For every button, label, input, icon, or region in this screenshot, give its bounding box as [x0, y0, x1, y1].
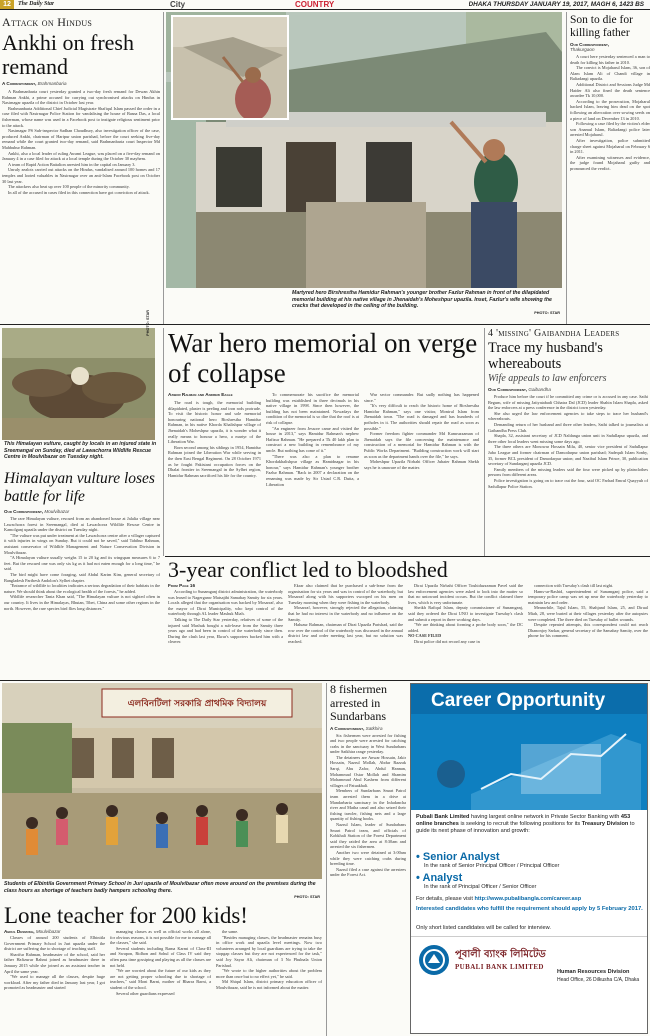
ankhi-kicker: Attack on Hindus: [2, 15, 93, 29]
byline-place: Satkhira: [365, 725, 383, 731]
paragraph: The three others are Monowar Hossain Milu, 40, senior vice president of Sadullapur Jubo League and former chairman of Damodarpur union parishad; Sadeqult Islam Sonby, 35, former BCL president of Damodarpur union; and Nazibul Islam Prince, 30, publication secretary of Sundarganj upazila JCD.: [488, 444, 648, 467]
paragraph: Police investigation is going on to trace out the four, said OC Farhad Emrul Quayyuh of Sadullapur Police Station.: [488, 477, 648, 489]
vulture-article: [4, 470, 160, 678]
paragraph: Brahmanbaria Additional Chief Judicial Magistrate Shafiqul Islam passed the order in a case filed with Nasirnagar Police Station for vandalising the house of Basna Das, a local fisherman, whose name was used in a Facebook post to instigate religious sentiment prior to the attack.: [2, 105, 160, 128]
hr-division: Human Resources Division: [557, 969, 630, 975]
paragraph: Ekrar also claimed that he purchased a sub-lease from the organisation for six years and was in control of the waterbody, but Mosarraf along with his supporters swooped on his men on Tuesday morning when they were fishing in the waterbody.: [288, 583, 403, 605]
warhero-headline: War hero memorial on verge of collapse: [168, 328, 478, 388]
paragraph: Following a case filed by the victim's elder son Anamul Islam, Baliadangi police later arrested Mojaharul.: [570, 121, 650, 138]
memorial-photo-credit: PHOTO: STAR: [534, 311, 560, 315]
paragraph: Shapla, 32, assistant secretary of JCD Naldanga union unit in Sadullapur upazila, and three other local leaders went missing some days ago.: [488, 433, 648, 444]
masthead: [0, 0, 650, 9]
gaibandha-headline: Trace my husband's whereabouts: [488, 340, 603, 372]
paragraph: Several other guardians expressed: [116, 990, 175, 996]
byline-place: Moulvibazar: [35, 929, 61, 934]
hr-address: Head Office, 26 Dilkusha C/A, Dhaka: [557, 977, 640, 983]
paragraph: Nazrul filed a case against the arrestees under the Forest Act.: [330, 866, 406, 878]
byline-label: A Correspondent,: [330, 725, 365, 731]
inset-image: [173, 17, 287, 118]
ankhi-headline: Ankhi on fresh remand: [2, 30, 134, 79]
paragraph: Hams-ur-Rashid, superintendent of Sunamganj police, said a temporary police camp was set up near the waterbody yesterday to maintain law and order.: [528, 588, 648, 605]
paragraph: "We used to manage all the classes, despite huge workload. After my father died in January last year, I got promoted as headmaster and started: [4, 974, 105, 991]
teacher-byline: [4, 929, 61, 934]
paragraph: Six fishermen were arrested for fishing and two people were arrested for catching crabs in the sanctuary in West Sundarbans under Satkhira range yesterday.: [330, 732, 406, 755]
gaibandha-kicker: 4 'missing' Gaibandha Leaders: [488, 328, 620, 339]
paragraph: "Besides managing classes, the headmaster remains busy in office work and upazila level meetings. Now two volunteers arranged by local guardians are trying to take the stopgap classes but they are not experienced for the task," said Joy Sayar Ali, chairman of 3 No Phulnala Union Parishad.: [216, 934, 322, 968]
fishermen-article: [330, 683, 406, 1036]
paragraph: War sector commander. But sadly nothing has happened since.": [364, 392, 479, 403]
byline-place: Gaibandha: [528, 387, 551, 392]
paragraph: The detainees are Anwar Hossain, Jakir Hossain, Nazrul Mollah, Abdur Razzak Sarqi, Abu Zafor, Abdul Hannan, Mohammad Ostar Mollah and Shamim Mohammad Abul Kashem from different villages of Patuakhali.: [330, 754, 406, 788]
teacher-col2: [110, 929, 211, 1035]
ad-branches: 453 online branches: [416, 814, 631, 828]
school-photo: [2, 683, 322, 879]
gaibandha-byline: [488, 387, 648, 392]
byline-label: A Correspondent,: [2, 81, 37, 86]
paper-name: The Daily Star: [18, 1, 55, 7]
conflict-byline: From Page 16: [168, 583, 196, 588]
position-title: • Analyst: [416, 872, 463, 884]
paragraph: "We wrote to the higher authorities about the problem more than once but to no effect yet," he said.: [216, 968, 322, 979]
vulture-photo: [2, 328, 155, 440]
paragraph: Ankhi, also a local leader of ruling Awami League, was placed on a five-day remand on January 4 in a case filed for attack at a local temple during the October 30 mayhem.: [2, 150, 160, 162]
issue-date: DHAKA THURSDAY JANUARY 19, 2017, MAGH 6, 1423 BS: [468, 1, 644, 8]
memorial-caption: Martyred hero Birshrestha Hamidur Rahman's younger brother Fazlur Rahman in front of the dilapidated memorial building at his native village in Jhenaidah's Moheshpur upazila. Inset, Fazlur's wife showing the cracks that developed in the ceiling of the building.: [292, 290, 552, 310]
paragraph: Produce him before the court if he committed any crime or is accused in any case. Sathi Begum, wife of missing Jatiyatabadi Chhatra Dal (JCD) leader Shahin Islam Shapla, asked the law enforcers at a press conference in the district town yesterday.: [488, 394, 648, 411]
paragraph: A team of Rapid Action Battalion arrested him in the capital on January 3.: [8, 161, 136, 167]
paragraph: Unruly zealots carried out attacks on the Hindus, vandalised around 100 homes and 17 temples and looted valuables in Nasirnagar over an anti-Islam Facebook post on October 30 last year.: [2, 167, 160, 184]
byline-label: Our Correspondent,: [570, 42, 610, 47]
position-rank: In the rank of Senior Principal Officer / Principal Officer: [424, 863, 560, 869]
paragraph: Family members of the missing leaders said the four were picked up by plainclothes persons from different areas.: [488, 466, 648, 478]
paragraph: Meanwhile, Tajul Islam, 55, Shahjand Islam, 25, and Dirual Miah, 28, were buried at their villages yesterday after the autopsies were completed. The three died on Tuesday of bullet wounds.: [528, 605, 648, 622]
paragraph: Sharifur Rahman, headmaster of the school, said her father Hafizurur Rahmi joined as headmaster there in January 2015 while she joined as an assistant teacher in April the same year.: [4, 951, 105, 974]
sonto-body: [570, 54, 650, 171]
paragraph: Dirai police did not record any case in: [414, 638, 480, 644]
paragraph: Dirai Upazila Nirbahi Officer Touhiduzzaman Pavel said the law enforcement agencies were asked to look into the matter so that no untoward incident occurs. But the conflict claimed three lives, which is very unfortunate.: [408, 583, 523, 605]
paragraph: Former freedom fighter commander Md Kamruzzaman of Jhenaidah says the file concerning the maintenance and construction of a memorial for Hamidur Rahman is with the Public Works Department. "Building construction work will start as soon as the department hands over the file," he says.: [364, 431, 479, 459]
paragraph: According to the prosecution, Mojaharul hacked Islam, leaving him dead on the spot following an altercation over sowing seeds on a piece of land on December 13 in 2010.: [570, 98, 650, 121]
paragraph: A Brahmanbaria court yesterday granted a two-day fresh remand for Dewan Akhin Rahman Ankhi, a prime accused for carrying out synchronised attacks on Hindus in Nasirnagar upazila of the district in October last year.: [2, 89, 160, 106]
conflict-col4: [528, 583, 648, 677]
conflict-col3: [408, 583, 523, 677]
paragraph: "Entrance of wildlife to localities indicates a serious degradation of their habitats in the nature. We should think about the ecological health of the forests," he added.: [4, 583, 160, 594]
conflict-headline: 3-year conflict led to bloodshed: [168, 558, 448, 582]
ad-position-2: [416, 872, 644, 890]
paragraph: "A Himalayan vulture usually weighs 15 to 20 kg and its wingspan measures 6 to 7 feet. But the rescued one was only six kg as it had not eaten enough for a long time," he said.: [4, 555, 160, 572]
bank-name-bn: পূবালী ব্যাংক লিমিটেড: [455, 949, 546, 960]
warhero-byline: Azibor Rahman and Andrew Eagle: [168, 392, 233, 397]
bank-name-en: PUBALI BANK LIMITED: [455, 963, 544, 971]
paragraph: The road is tough, the memorial building dilapidated, plaster is peeling and iron rods protrude. To visit the historic honor and sole memorial honouring national hero Birshrestha Hamidur Rahman, in his native Khorda Khalishpur village of Jhenaidah's Moheshpur upazila, it is wonder what it really means to honour a hero, a martyr of the Liberation War.: [168, 400, 261, 445]
byline-place: Brahmanbaria: [37, 81, 67, 86]
paragraph: Talking to The Daily Star yesterday, relatives of some of the injured said Mashuk bought a sub-lease from the Samity three years ago and had been in control of the waterbody since then. During the clash last year, Ekrar's supporters backed him with a cleaver.: [168, 616, 283, 645]
school-caption: Students of Elbintila Government Primary School in Juri upazila of Moulvibazar often move around on the premises during the class hours as shortage of teachers badly hampers schooling there.: [4, 881, 316, 894]
ad-bank: Pubali Bank Limited: [416, 814, 470, 820]
fishermen-byline: [330, 726, 406, 731]
ankhi-body: [2, 89, 160, 195]
paragraph: Additional District and Sessions Judge Md Haider Ali also fined the death sentence awardee Tk 10,000.: [570, 81, 650, 99]
sonto-byline: [570, 42, 650, 52]
fishermen-headline: 8 fishermen arrested in Sundarbans: [330, 683, 387, 723]
paragraph: After investigation, police submitted charge sheet against Mojaharul on February 6 in 2011.: [570, 137, 650, 155]
ad-division: Treasury Division: [581, 821, 629, 828]
bank-logo: [419, 945, 449, 975]
gaibandha-article: [488, 328, 648, 556]
paragraph: Nasirnagar PS Sub-inspector Sadhan Choudhury, also investigation officer of the case, produced Ankhi, chairman of Haripur union parishad, before the court seeking five-day remand while the court granted two-day remand, said Brahmanbaria court Inspector Md Mahbubur Rahman.: [2, 128, 160, 150]
paragraph: NO CASE FILED: [408, 633, 442, 639]
paragraph: Mosarraf, however, strongly rejected the allegation, claiming that he had no interest in the waterbody and no influence on the Samity.: [288, 605, 403, 622]
ad-intro-rest: is seeking to recruit the following positions for its: [458, 821, 582, 828]
school-photo-credit: PHOTO: STAR: [294, 895, 320, 899]
warhero-col2: [266, 392, 359, 552]
position-title-text: Senior Analyst: [422, 851, 500, 863]
ad-intro: [416, 814, 644, 836]
paragraph: "There was also a plan to rename Khordakhalishpur village as Hamidnagar in his honour," says Hamidur Rahman's younger brother Fazlur Rahman. "Back in 2007 a declaration on the renaming was made by Sir Ustad C.R. Dutta, a Liberation: [266, 453, 359, 487]
paragraph: The bird might have come foraging, said Abdul Karim Kim, general secretary of Bangladesh Paribesh Andolon's Sylhet chapter.: [4, 571, 160, 583]
paragraph: "We are worried about the future of our kids as they are not getting proper schooling due to shortage of teachers," said Moni Barni, mother of Bharra Barni, a student of the school.: [110, 968, 211, 990]
ad-intro-end: to guide its next phase of innovation and growth:: [416, 821, 635, 835]
paragraph: The attackers also beat up over 100 people of the minority community.: [8, 184, 130, 190]
ad-intro-text: having largest online network in Private Sector Banking with: [469, 814, 621, 820]
paragraph: The rare Himalayan vulture, rescued from an abandoned house at Jalalia village near Lawachorra forest in Sreemangal, died at Lawachorra Wildlife Rescue Centre in Kamolganj upazila under the district on Tuesday night.: [4, 516, 160, 533]
paragraph: To commemorate his sacrifice the memorial building was established in three decimals in his native village in 1998. Since then however, the building has not been maintained. Nowadays the condition of the memorial is so dire that the roof is at risk of collapse.: [266, 392, 359, 425]
teacher-col3: [216, 929, 322, 1035]
ankhi-article: [2, 12, 160, 324]
paragraph: Another two were detained at 3:00am while they were catching crabs during breeding time.: [330, 849, 406, 867]
vulture-body: [4, 516, 160, 611]
paragraph: "The vulture was put under treatment at the Lawachorra centre after a villager captured it with injuries in wings on Sunday. But it could not be saved," said Tabibur Rahman, assistant conservator of Wildlife Management and Nature Conservation Division in Moulvibazar.: [4, 532, 160, 555]
vulture-headline: Himalayan vulture loses battle for life: [4, 470, 155, 505]
byline-place: Thakurgaon: [570, 47, 595, 52]
conflict-col2: [288, 583, 403, 677]
paragraph: Wildlife researcher Tania Khan said, "The Himalayan vulture is not sighted often in our country. It lives in the Himalayas, Bhutan, Tibet, China and some other regions in the north. However, the rare species bird flies long distances.": [4, 594, 160, 611]
paragraph: After examining witnesses and evidence, the judge found Mojaharul guilty and pronounced the verdict.: [570, 154, 650, 171]
paragraph: "An engineer from Jessore came and visited the house in 2013," says Hamidur Rahman's nephew Hafizur Rahman. "He prepared a Tk 40 lakh plan to construct a new building in remembrance of my uncle. But nothing has come of it.": [266, 425, 359, 453]
paragraph: Born second among his siblings in 1954, Hamidur Rahman joined the Liberation War while serving in the then East Bengal Regiment. On 28 October 1971 as he fought Pakistani occupation forces on the Dhalai frontier in Sreemangal in the Sylhet region, Hamidur Rahman sacrificed his life for the country.: [168, 444, 261, 478]
teacher-col1: [4, 935, 105, 1035]
paragraph: A court here yesterday sentenced a man to death for killing his father in 2010.: [570, 54, 650, 65]
bank-logo-icon: [419, 945, 449, 975]
memorial-inset: [171, 15, 289, 120]
sonto-headline: Son to die for killing father: [570, 14, 633, 39]
vulture-image: [2, 328, 155, 440]
vulture-photo-credit: PHOTO: STAR: [146, 310, 150, 336]
ad-deadline: Interested candidates who fulfill the requirement should apply by 5 February 2017.: [416, 906, 643, 912]
conflict-col1: [168, 589, 283, 677]
teacher-headline: Lone teacher for 200 kids!: [4, 903, 248, 928]
page-number: 12: [0, 0, 14, 9]
fishermen-body: [330, 733, 406, 878]
memorial-photo: [166, 12, 562, 288]
paragraph: She also urged the law enforcement agencies to take steps to trace her husband's whereabouts.: [488, 410, 648, 422]
vulture-caption: This Himalayan vulture, caught by locals in an injured state in Sreemangal on Sunday, died at Lawachorra Wildlife Rescue Centre in Moulvibazar on Tuesday night.: [4, 441, 157, 461]
position-rank: In the rank of Principal Officer / Senior Officer: [424, 884, 537, 890]
gaibandha-subhead: Wife appeals to law enforcers: [488, 373, 607, 384]
paragraph: managing classes as well as official works all alone, for obvious reasons, it is not possible for me to manage all the classes," she said.: [110, 929, 211, 946]
warhero-col1: [168, 400, 261, 552]
ad-shortlist: Only short listed candidates will be called for interview.: [416, 925, 551, 931]
paragraph: Several students including Rama Karmi of Class-III and Swapon, Ridhon and Sohul of Class IV said they often pass time gossiping and playing as all the classes are not held.: [110, 945, 211, 968]
paragraph: Haluzur Rahman, chairman of Dirai Upazila Parishad, said the row over the control of the waterbody was discussed in the annual district law and order meeting last year, but no solution was reached.: [288, 622, 403, 644]
career-ad: [410, 683, 648, 1034]
paragraph: Classes of around 200 students of Elbinitla Government Primary School in Juri upazila under the district are suffering due to shortage of teaching staff.: [4, 935, 105, 952]
paragraph: In all of the accused in cases filed in this connection have got conviction of attack.: [8, 189, 150, 195]
paragraph: "We are thinking about forming a probe body soon," the DC added.: [408, 622, 523, 633]
paragraph: The convict is Mojaharul Islam, 36, son of Alam Islam Ali of Chandi village in Baliadangi upazila.: [570, 65, 650, 82]
paragraph: Md Shiqul Islam, district primary education officer of Moulvibazar, said he is not informed about the matter.: [216, 979, 322, 990]
byline-label: Our Correspondent,: [4, 509, 44, 514]
sonto-article: [570, 12, 650, 324]
vulture-byline: [4, 509, 160, 514]
ad-position-1: [416, 851, 644, 869]
byline-label: Our Correspondent,: [488, 387, 528, 392]
section-country: COUNTRY: [295, 0, 335, 9]
details-label: For details, please visit: [416, 896, 475, 902]
paragraph: Demanding return of her husband and three other leaders, Sathi talked to journalists at Gaibandha Press Club.: [488, 421, 648, 433]
position-title-text: Analyst: [422, 872, 463, 884]
paragraph: Moheshpur Upazila Nirbahi Officer Jubaier Rahman Shekh says he is unaware of the matter.: [364, 459, 479, 470]
ad-title: Career Opportunity: [431, 690, 606, 711]
paragraph: Despite repeated attempts, this correspondent could not reach Dhanonjoy Sarkar, general secretary of the Samabay Samity, over the phone for his comment.: [528, 622, 648, 639]
ad-footer: [411, 936, 647, 1033]
paragraph: connection with Tuesday's clash till last night.: [534, 583, 614, 588]
paragraph: the same.: [222, 929, 239, 934]
paragraph: Nazrul Islam, leader of Sundarbans Smart Patrol team, and officials of Kobkhali Station of the Forest Department said they raided the area at 8:30am and arrested the six fishermen.: [330, 822, 406, 850]
paragraph: Members of Sundarbans Smart Patrol team arrested them in a drive at Mandarbaria sanctuary in the Infadancha river and Matha canal and also seized their fishing trawler, fishing nets and a large quantity of fishing hooks.: [330, 788, 406, 822]
gaibandha-body: [488, 394, 648, 489]
paragraph: Sheikh Rafiqul Islam, deputy commissioner of Sunamganj, said they ordered the Dirai UNO to investigate Tuesday's clash and submit a report in three working days.: [408, 605, 523, 622]
position-title: • Senior Analyst: [416, 851, 500, 863]
school-sign: এলবিনটিলা সরকারি প্রাথমিক বিদ্যালয়: [127, 699, 267, 709]
ad-details: [416, 896, 644, 902]
section-city: City: [170, 0, 186, 9]
paragraph: According to Sunamganj district administration, the waterbody was leased to Nagerganw Matsajibi Samabay Samity for six years. Locals alleged that the organisation was backed by Mosarraf, also the mayor of Dirai Municipality, who kept control of the waterbody through AL leader Mashuk Miah.: [168, 589, 283, 617]
byline-place: Moulvibazar: [44, 509, 70, 514]
career-link[interactable]: http://www.pubalibangla.com/career.asp: [474, 896, 582, 902]
byline-label: Abdul Desmukh,: [4, 929, 35, 934]
ad-banner: [411, 684, 647, 810]
ankhi-byline: [2, 81, 160, 86]
paragraph: "It's very difficult to reach the historic home of Birshrestha Hamidur Rahman," says one visitor, Monirul Islam from Jhenaidah town. "The road is damaged and has hundreds of potholes in it. The authorities should repair the road as soon as possible.": [364, 403, 479, 431]
warhero-col3: [364, 392, 479, 552]
